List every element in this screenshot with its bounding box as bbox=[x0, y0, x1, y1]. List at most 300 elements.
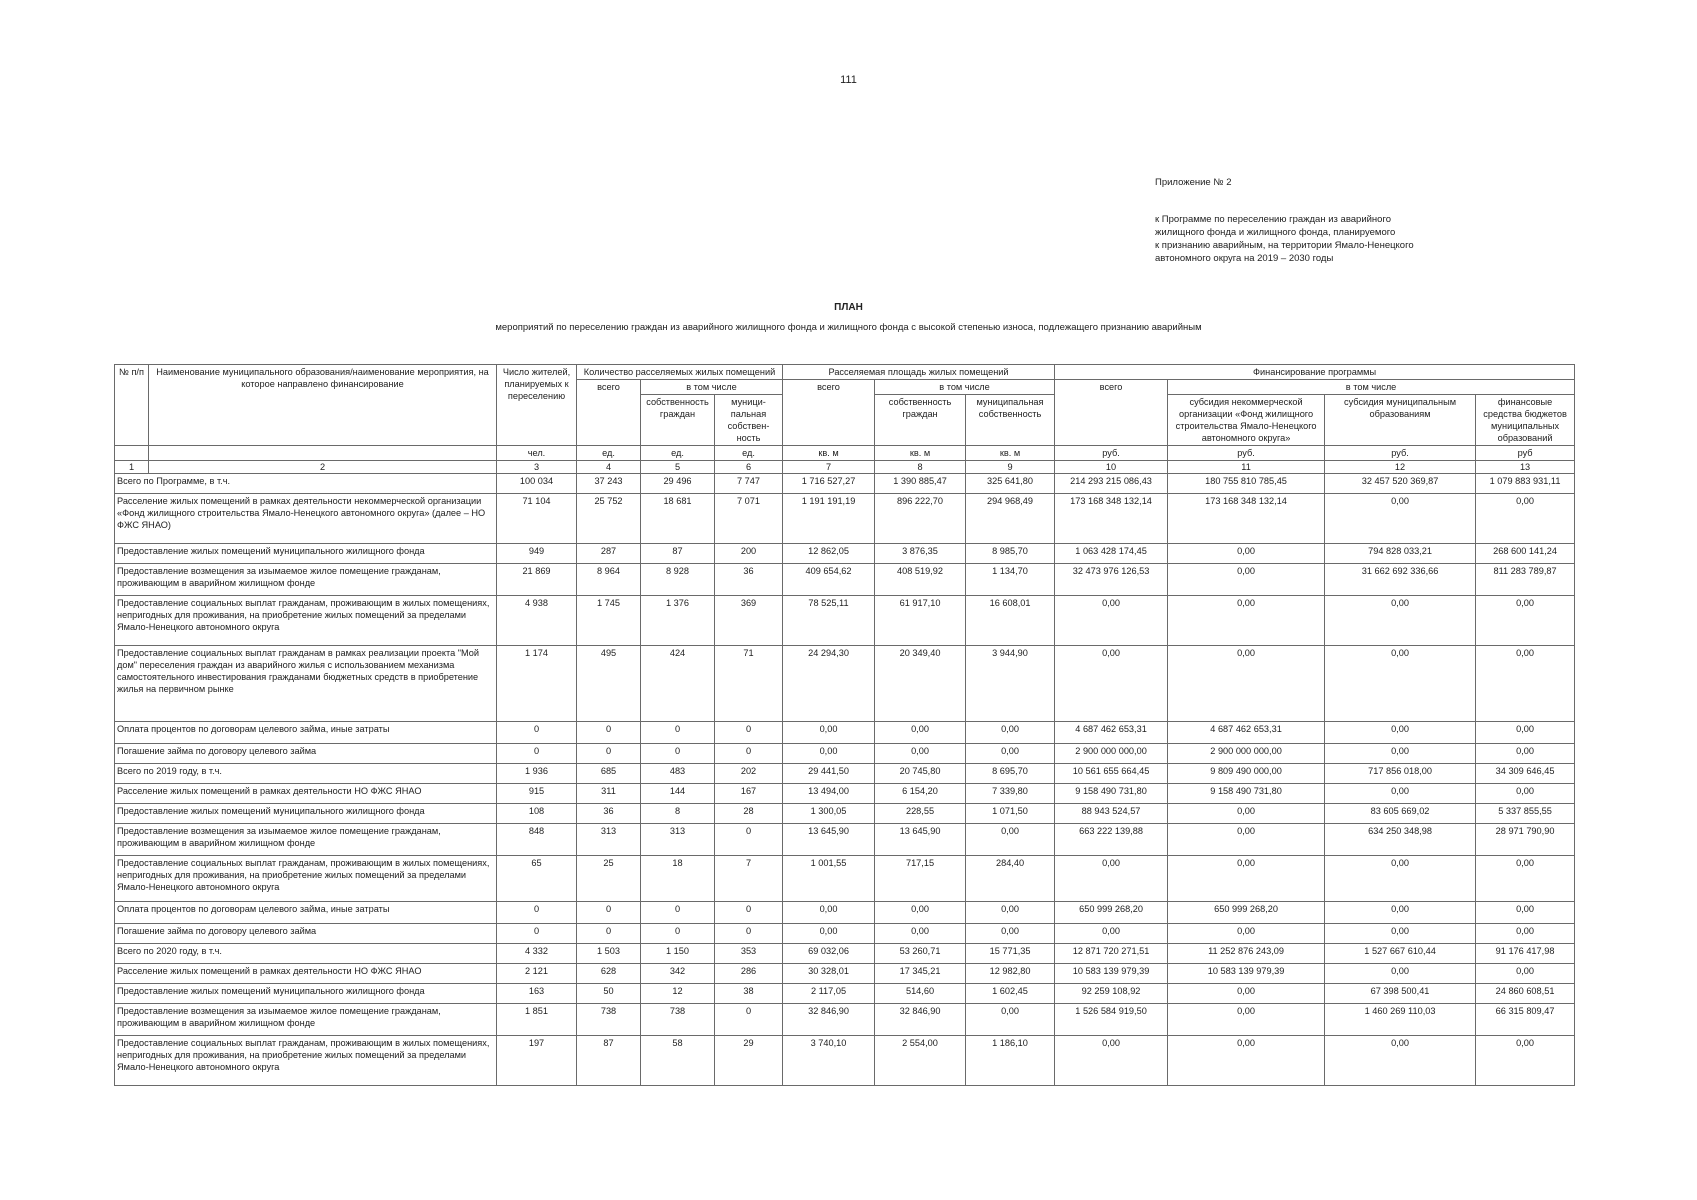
row-value: 313 bbox=[577, 824, 641, 856]
row-value: 69 032,06 bbox=[783, 944, 875, 964]
table-row bbox=[115, 646, 1575, 722]
row-value: 202 bbox=[715, 764, 783, 784]
index-cell: 1 bbox=[115, 461, 149, 474]
row-value: 0,00 bbox=[783, 744, 875, 764]
row-value: 173 168 348 132,14 bbox=[1055, 494, 1168, 544]
index-cell: 6 bbox=[715, 461, 783, 474]
appendix-line: жилищного фонда и жилищного фонда, планируемого bbox=[1155, 227, 1396, 238]
row-value: 0 bbox=[577, 902, 641, 924]
row-value: 13 645,90 bbox=[875, 824, 966, 856]
table-row bbox=[115, 804, 1575, 824]
row-value: 1 150 bbox=[641, 944, 715, 964]
header-name: Наименование муниципального образования/наименование мероприятия, на которое направлено финансирование bbox=[149, 365, 497, 446]
row-name: Всего по 2019 году, в т.ч. bbox=[115, 764, 497, 784]
row-value: 0,00 bbox=[1325, 902, 1476, 924]
row-value: 8 928 bbox=[641, 564, 715, 596]
row-value: 0,00 bbox=[966, 924, 1055, 944]
row-value: 0,00 bbox=[966, 824, 1055, 856]
row-value: 29 441,50 bbox=[783, 764, 875, 784]
row-value: 311 bbox=[577, 784, 641, 804]
row-value: 1 851 bbox=[497, 1004, 577, 1036]
table-row bbox=[115, 824, 1575, 856]
row-value: 717,15 bbox=[875, 856, 966, 902]
unit-cell: кв. м bbox=[783, 446, 875, 461]
row-value: 650 999 268,20 bbox=[1168, 902, 1325, 924]
row-value: 794 828 033,21 bbox=[1325, 544, 1476, 564]
row-value: 1 300,05 bbox=[783, 804, 875, 824]
row-value: 0,00 bbox=[1476, 494, 1575, 544]
row-value: 1 503 bbox=[577, 944, 641, 964]
table-row bbox=[115, 1036, 1575, 1086]
row-value: 0,00 bbox=[1476, 646, 1575, 722]
table-row bbox=[115, 984, 1575, 1004]
row-value: 12 871 720 271,51 bbox=[1055, 944, 1168, 964]
row-name: Предоставление возмещения за изымаемое жилое помещение гражданам, проживающим в аварийном жилищном фонде bbox=[115, 564, 497, 596]
row-value: 1 079 883 931,11 bbox=[1476, 474, 1575, 494]
row-value: 1 460 269 110,03 bbox=[1325, 1004, 1476, 1036]
row-value: 342 bbox=[641, 964, 715, 984]
row-value: 13 645,90 bbox=[783, 824, 875, 856]
row-value: 1 001,55 bbox=[783, 856, 875, 902]
row-value: 20 745,80 bbox=[875, 764, 966, 784]
row-value: 58 bbox=[641, 1036, 715, 1086]
row-name: Предоставление социальных выплат гражданам, проживающим в жилых помещениях, непригодных для проживания, на приобретение жилых помещений за пределами Ямало-Ненецкого автономного округа bbox=[115, 856, 497, 902]
row-value: 8 bbox=[641, 804, 715, 824]
row-name: Предоставление жилых помещений муниципального жилищного фонда bbox=[115, 544, 497, 564]
row-value: 0,00 bbox=[1325, 924, 1476, 944]
row-value: 628 bbox=[577, 964, 641, 984]
row-value: 3 944,90 bbox=[966, 646, 1055, 722]
row-value: 0,00 bbox=[1476, 722, 1575, 744]
row-value: 228,55 bbox=[875, 804, 966, 824]
row-value: 30 328,01 bbox=[783, 964, 875, 984]
row-name: Оплата процентов по договорам целевого займа, иные затраты bbox=[115, 722, 497, 744]
row-value: 738 bbox=[577, 1004, 641, 1036]
row-value: 915 bbox=[497, 784, 577, 804]
row-value: 5 337 855,55 bbox=[1476, 804, 1575, 824]
row-value: 29 496 bbox=[641, 474, 715, 494]
row-value: 0,00 bbox=[875, 744, 966, 764]
header-area-group: Расселяемая площадь жилых помещений bbox=[783, 365, 1055, 380]
row-value: 650 999 268,20 bbox=[1055, 902, 1168, 924]
row-value: 0 bbox=[715, 1004, 783, 1036]
row-value: 53 260,71 bbox=[875, 944, 966, 964]
row-value: 1 527 667 610,44 bbox=[1325, 944, 1476, 964]
row-value: 0,00 bbox=[1055, 646, 1168, 722]
row-value: 0,00 bbox=[1168, 596, 1325, 646]
header-num: № п/п bbox=[115, 365, 149, 446]
row-value: 1 063 428 174,45 bbox=[1055, 544, 1168, 564]
row-value: 18 681 bbox=[641, 494, 715, 544]
row-name: Оплата процентов по договорам целевого займа, иные затраты bbox=[115, 902, 497, 924]
row-value: 0,00 bbox=[783, 722, 875, 744]
row-value: 0,00 bbox=[1168, 856, 1325, 902]
header-area-total: всего bbox=[783, 380, 875, 446]
row-value: 8 695,70 bbox=[966, 764, 1055, 784]
row-value: 409 654,62 bbox=[783, 564, 875, 596]
row-value: 0 bbox=[715, 924, 783, 944]
row-value: 0 bbox=[641, 744, 715, 764]
header-residents: Число жителей, планируемых к переселению bbox=[497, 365, 577, 446]
row-value: 0 bbox=[577, 722, 641, 744]
row-value: 483 bbox=[641, 764, 715, 784]
row-value: 61 917,10 bbox=[875, 596, 966, 646]
row-value: 83 605 669,02 bbox=[1325, 804, 1476, 824]
row-name: Предоставление возмещения за изымаемое жилое помещение гражданам, проживающим в аварийном жилищном фонде bbox=[115, 1004, 497, 1036]
row-value: 495 bbox=[577, 646, 641, 722]
row-name: Всего по Программе, в т.ч. bbox=[115, 474, 497, 494]
row-value: 1 390 885,47 bbox=[875, 474, 966, 494]
row-value: 0,00 bbox=[966, 1004, 1055, 1036]
header-municipal-budgets: финансовые средства бюджетов муниципальных образований bbox=[1476, 395, 1575, 446]
row-value: 0,00 bbox=[1168, 1036, 1325, 1086]
unit-cell: чел. bbox=[497, 446, 577, 461]
row-name: Погашение займа по договору целевого займа bbox=[115, 924, 497, 944]
row-value: 0,00 bbox=[1168, 646, 1325, 722]
row-name: Погашение займа по договору целевого займа bbox=[115, 744, 497, 764]
row-value: 1 936 bbox=[497, 764, 577, 784]
unit-cell: руб. bbox=[1055, 446, 1168, 461]
row-value: 0,00 bbox=[1168, 984, 1325, 1004]
row-value: 0,00 bbox=[1476, 596, 1575, 646]
table-row bbox=[115, 744, 1575, 764]
row-value: 24 860 608,51 bbox=[1476, 984, 1575, 1004]
row-value: 9 158 490 731,80 bbox=[1055, 784, 1168, 804]
row-value: 0,00 bbox=[1325, 784, 1476, 804]
table-row bbox=[115, 564, 1575, 596]
row-value: 24 294,30 bbox=[783, 646, 875, 722]
header-area-incl: в том числе bbox=[875, 380, 1055, 395]
index-cell: 11 bbox=[1168, 461, 1325, 474]
header-subsidy-municipal: субсидия муниципальным образованиям bbox=[1325, 395, 1476, 446]
row-value: 32 846,90 bbox=[875, 1004, 966, 1036]
row-value: 2 554,00 bbox=[875, 1036, 966, 1086]
index-cell: 5 bbox=[641, 461, 715, 474]
unit-cell: ед. bbox=[641, 446, 715, 461]
table-row bbox=[115, 856, 1575, 902]
row-value: 0,00 bbox=[1476, 1036, 1575, 1086]
row-value: 811 283 789,87 bbox=[1476, 564, 1575, 596]
row-value: 15 771,35 bbox=[966, 944, 1055, 964]
row-value: 10 583 139 979,39 bbox=[1055, 964, 1168, 984]
row-value: 3 740,10 bbox=[783, 1036, 875, 1086]
row-value: 12 982,80 bbox=[966, 964, 1055, 984]
row-value: 0 bbox=[715, 744, 783, 764]
row-value: 31 662 692 336,66 bbox=[1325, 564, 1476, 596]
row-value: 738 bbox=[641, 1004, 715, 1036]
row-value: 7 339,80 bbox=[966, 784, 1055, 804]
row-value: 32 846,90 bbox=[783, 1004, 875, 1036]
row-value: 1 191 191,19 bbox=[783, 494, 875, 544]
row-value: 0,00 bbox=[1476, 784, 1575, 804]
unit-cell: кв. м bbox=[875, 446, 966, 461]
row-value: 4 332 bbox=[497, 944, 577, 964]
row-value: 2 900 000 000,00 bbox=[1168, 744, 1325, 764]
row-value: 0,00 bbox=[1168, 804, 1325, 824]
row-value: 0 bbox=[577, 924, 641, 944]
table-row bbox=[115, 596, 1575, 646]
header-area-municipal: муниципальная собственность bbox=[966, 395, 1055, 446]
row-value: 514,60 bbox=[875, 984, 966, 1004]
table-row bbox=[115, 924, 1575, 944]
row-value: 0,00 bbox=[1055, 856, 1168, 902]
row-value: 0 bbox=[715, 902, 783, 924]
row-value: 18 bbox=[641, 856, 715, 902]
row-value: 66 315 809,47 bbox=[1476, 1004, 1575, 1036]
row-value: 214 293 215 086,43 bbox=[1055, 474, 1168, 494]
row-value: 0,00 bbox=[966, 722, 1055, 744]
row-value: 2 117,05 bbox=[783, 984, 875, 1004]
header-financing-group: Финансирование программы bbox=[1055, 365, 1575, 380]
row-value: 634 250 348,98 bbox=[1325, 824, 1476, 856]
row-value: 7 071 bbox=[715, 494, 783, 544]
row-value: 369 bbox=[715, 596, 783, 646]
row-value: 7 bbox=[715, 856, 783, 902]
row-value: 8 964 bbox=[577, 564, 641, 596]
unit-cell: ед. bbox=[577, 446, 641, 461]
row-value: 71 bbox=[715, 646, 783, 722]
row-value: 0,00 bbox=[875, 924, 966, 944]
row-value: 88 943 524,57 bbox=[1055, 804, 1168, 824]
row-value: 1 174 bbox=[497, 646, 577, 722]
row-value: 32 473 976 126,53 bbox=[1055, 564, 1168, 596]
row-value: 8 985,70 bbox=[966, 544, 1055, 564]
row-value: 4 687 462 653,31 bbox=[1168, 722, 1325, 744]
row-value: 3 876,35 bbox=[875, 544, 966, 564]
row-value: 163 bbox=[497, 984, 577, 1004]
row-value: 21 869 bbox=[497, 564, 577, 596]
row-value: 0,00 bbox=[875, 722, 966, 744]
row-value: 286 bbox=[715, 964, 783, 984]
header-rooms-group: Количество расселяемых жилых помещений bbox=[577, 365, 783, 380]
unit-cell: ед. bbox=[715, 446, 783, 461]
index-cell: 10 bbox=[1055, 461, 1168, 474]
row-value: 0 bbox=[577, 744, 641, 764]
row-value: 11 252 876 243,09 bbox=[1168, 944, 1325, 964]
row-value: 1 716 527,27 bbox=[783, 474, 875, 494]
row-value: 0,00 bbox=[966, 902, 1055, 924]
row-value: 1 134,70 bbox=[966, 564, 1055, 596]
row-value: 0 bbox=[715, 722, 783, 744]
appendix-block bbox=[1155, 176, 1485, 265]
row-name: Расселение жилых помещений в рамках деятельности НО ФЖС ЯНАО bbox=[115, 784, 497, 804]
row-value: 0,00 bbox=[1168, 564, 1325, 596]
row-value: 0,00 bbox=[783, 902, 875, 924]
row-value: 663 222 139,88 bbox=[1055, 824, 1168, 856]
row-value: 0 bbox=[641, 924, 715, 944]
plan-table-body bbox=[115, 474, 1575, 1086]
appendix-line: к Программе по переселению граждан из аварийного bbox=[1155, 214, 1392, 225]
row-value: 36 bbox=[577, 804, 641, 824]
row-value: 0,00 bbox=[1325, 856, 1476, 902]
row-value: 284,40 bbox=[966, 856, 1055, 902]
row-value: 424 bbox=[641, 646, 715, 722]
row-value: 10 583 139 979,39 bbox=[1168, 964, 1325, 984]
row-value: 37 243 bbox=[577, 474, 641, 494]
row-value: 2 121 bbox=[497, 964, 577, 984]
unit-cell: руб. bbox=[1168, 446, 1325, 461]
row-value: 0 bbox=[497, 902, 577, 924]
row-value: 25 752 bbox=[577, 494, 641, 544]
row-value: 4 938 bbox=[497, 596, 577, 646]
row-value: 848 bbox=[497, 824, 577, 856]
row-value: 0,00 bbox=[1476, 744, 1575, 764]
row-value: 1 526 584 919,50 bbox=[1055, 1004, 1168, 1036]
row-value: 197 bbox=[497, 1036, 577, 1086]
row-value: 0,00 bbox=[1168, 1004, 1325, 1036]
row-value: 949 bbox=[497, 544, 577, 564]
row-value: 0,00 bbox=[1055, 924, 1168, 944]
row-value: 7 747 bbox=[715, 474, 783, 494]
table-row bbox=[115, 1004, 1575, 1036]
table-row bbox=[115, 764, 1575, 784]
row-name: Предоставление жилых помещений муниципального жилищного фонда bbox=[115, 984, 497, 1004]
index-cell: 13 bbox=[1476, 461, 1575, 474]
row-value: 28 971 790,90 bbox=[1476, 824, 1575, 856]
row-value: 268 600 141,24 bbox=[1476, 544, 1575, 564]
header-rooms-owned: собственность граждан bbox=[641, 395, 715, 446]
row-value: 0,00 bbox=[1476, 964, 1575, 984]
row-value: 34 309 646,45 bbox=[1476, 764, 1575, 784]
header-rooms-municipal: муници- пальная собствен- ность bbox=[715, 395, 783, 446]
table-row bbox=[115, 784, 1575, 804]
row-value: 32 457 520 369,87 bbox=[1325, 474, 1476, 494]
row-name: Расселение жилых помещений в рамках деятельности некоммерческой организации «Фонд жилищного строительства Ямало-Ненецкого автономного округа» (далее – НО ФЖС ЯНАО) bbox=[115, 494, 497, 544]
row-value: 0,00 bbox=[1325, 596, 1476, 646]
row-value: 71 104 bbox=[497, 494, 577, 544]
row-value: 1 602,45 bbox=[966, 984, 1055, 1004]
appendix-line: автономного округа на 2019 – 2030 годы bbox=[1155, 253, 1334, 264]
row-value: 87 bbox=[577, 1036, 641, 1086]
unit-cell: руб bbox=[1476, 446, 1575, 461]
header-rooms-total: всего bbox=[577, 380, 641, 446]
row-value: 0,00 bbox=[1476, 924, 1575, 944]
plan-table bbox=[114, 364, 1575, 1086]
row-value: 2 900 000 000,00 bbox=[1055, 744, 1168, 764]
units-empty bbox=[149, 446, 497, 461]
row-value: 0,00 bbox=[966, 744, 1055, 764]
row-value: 87 bbox=[641, 544, 715, 564]
row-value: 353 bbox=[715, 944, 783, 964]
row-value: 10 561 655 664,45 bbox=[1055, 764, 1168, 784]
document-title: ПЛАН bbox=[834, 302, 863, 313]
row-value: 0,00 bbox=[1325, 964, 1476, 984]
index-cell: 12 bbox=[1325, 461, 1476, 474]
row-name: Расселение жилых помещений в рамках деятельности НО ФЖС ЯНАО bbox=[115, 964, 497, 984]
index-cell: 3 bbox=[497, 461, 577, 474]
header-fin-total: всего bbox=[1055, 380, 1168, 446]
header-subsidy-fund: субсидия некоммерческой организации «Фонд жилищного строительства Ямало-Ненецкого автономного округа» bbox=[1168, 395, 1325, 446]
unit-cell: кв. м bbox=[966, 446, 1055, 461]
row-value: 1 186,10 bbox=[966, 1036, 1055, 1086]
index-cell: 4 bbox=[577, 461, 641, 474]
table-row bbox=[115, 474, 1575, 494]
row-value: 0 bbox=[497, 722, 577, 744]
row-value: 408 519,92 bbox=[875, 564, 966, 596]
table-row bbox=[115, 494, 1575, 544]
row-value: 0,00 bbox=[1325, 494, 1476, 544]
row-value: 108 bbox=[497, 804, 577, 824]
row-value: 0,00 bbox=[783, 924, 875, 944]
row-value: 0,00 bbox=[1168, 544, 1325, 564]
row-value: 12 862,05 bbox=[783, 544, 875, 564]
table-row bbox=[115, 964, 1575, 984]
row-value: 28 bbox=[715, 804, 783, 824]
table-row bbox=[115, 722, 1575, 744]
row-value: 13 494,00 bbox=[783, 784, 875, 804]
row-value: 29 bbox=[715, 1036, 783, 1086]
row-value: 0 bbox=[497, 744, 577, 764]
row-value: 200 bbox=[715, 544, 783, 564]
row-value: 0,00 bbox=[1055, 1036, 1168, 1086]
table-row bbox=[115, 944, 1575, 964]
row-value: 4 687 462 653,31 bbox=[1055, 722, 1168, 744]
header-area-owned: собственность граждан bbox=[875, 395, 966, 446]
units-empty bbox=[115, 446, 149, 461]
table-row bbox=[115, 902, 1575, 924]
row-value: 0,00 bbox=[1055, 596, 1168, 646]
row-value: 92 259 108,92 bbox=[1055, 984, 1168, 1004]
row-value: 0,00 bbox=[1325, 1036, 1476, 1086]
header-fin-incl: в том числе bbox=[1168, 380, 1575, 395]
table-row bbox=[115, 544, 1575, 564]
row-name: Предоставление возмещения за изымаемое жилое помещение гражданам, проживающим в аварийном жилищном фонде bbox=[115, 824, 497, 856]
row-name: Предоставление социальных выплат гражданам, проживающим в жилых помещениях, непригодных для проживания, на приобретение жилых помещений за пределами Ямало-Ненецкого автономного округа bbox=[115, 1036, 497, 1086]
row-value: 0,00 bbox=[875, 902, 966, 924]
row-value: 717 856 018,00 bbox=[1325, 764, 1476, 784]
row-value: 0,00 bbox=[1476, 856, 1575, 902]
row-value: 1 376 bbox=[641, 596, 715, 646]
row-value: 0,00 bbox=[1325, 646, 1476, 722]
row-value: 0,00 bbox=[1476, 902, 1575, 924]
index-cell: 8 bbox=[875, 461, 966, 474]
row-value: 25 bbox=[577, 856, 641, 902]
row-value: 180 755 810 785,45 bbox=[1168, 474, 1325, 494]
row-name: Предоставление социальных выплат гражданам, проживающим в жилых помещениях, непригодных для проживания, на приобретение жилых помещений за пределами Ямало-Ненецкого автономного округа bbox=[115, 596, 497, 646]
appendix-line: к признанию аварийным, на территории Ямало-Ненецкого bbox=[1155, 240, 1414, 251]
row-value: 294 968,49 bbox=[966, 494, 1055, 544]
row-value: 0,00 bbox=[1325, 722, 1476, 744]
row-value: 9 158 490 731,80 bbox=[1168, 784, 1325, 804]
row-value: 313 bbox=[641, 824, 715, 856]
header-rooms-incl: в том числе bbox=[641, 380, 783, 395]
row-value: 91 176 417,98 bbox=[1476, 944, 1575, 964]
row-value: 325 641,80 bbox=[966, 474, 1055, 494]
row-value: 1 745 bbox=[577, 596, 641, 646]
row-value: 65 bbox=[497, 856, 577, 902]
row-value: 0,00 bbox=[1168, 924, 1325, 944]
row-value: 78 525,11 bbox=[783, 596, 875, 646]
document-subtitle: мероприятий по переселению граждан из аварийного жилищного фонда и жилищного фонда с высокой степенью износа, подлежащего признанию аварийным bbox=[495, 322, 1202, 333]
row-value: 20 349,40 bbox=[875, 646, 966, 722]
row-value: 36 bbox=[715, 564, 783, 596]
index-cell: 2 bbox=[149, 461, 497, 474]
row-value: 0 bbox=[497, 924, 577, 944]
row-value: 9 809 490 000,00 bbox=[1168, 764, 1325, 784]
row-value: 17 345,21 bbox=[875, 964, 966, 984]
index-cell: 9 bbox=[966, 461, 1055, 474]
index-cell: 7 bbox=[783, 461, 875, 474]
row-name: Всего по 2020 году, в т.ч. bbox=[115, 944, 497, 964]
row-value: 0,00 bbox=[1325, 744, 1476, 764]
row-value: 38 bbox=[715, 984, 783, 1004]
row-value: 0 bbox=[641, 722, 715, 744]
row-name: Предоставление социальных выплат гражданам в рамках реализации проекта "Мой дом" переселения граждан из аварийного жилья с использованием механизма самостоятельного инвестирования гражданами бюджетных средств в приобретение жилья на первичном рынке bbox=[115, 646, 497, 722]
appendix-title: Приложение № 2 bbox=[1155, 177, 1232, 188]
row-value: 67 398 500,41 bbox=[1325, 984, 1476, 1004]
row-value: 50 bbox=[577, 984, 641, 1004]
row-value: 100 034 bbox=[497, 474, 577, 494]
